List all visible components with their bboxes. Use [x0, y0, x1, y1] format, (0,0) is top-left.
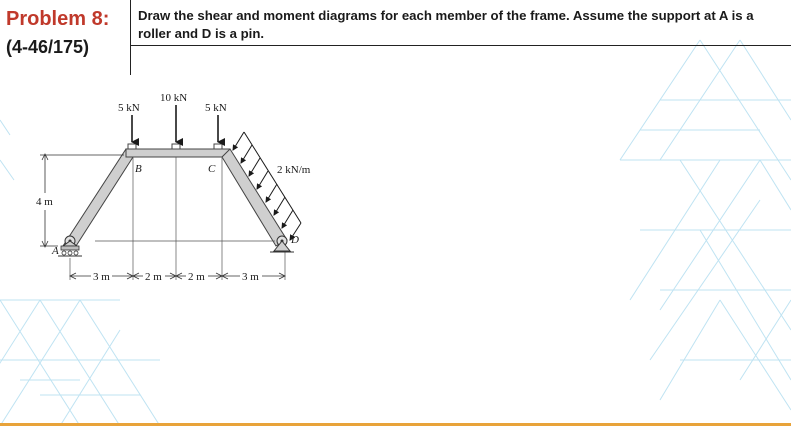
dimension-seg-1: 3 m	[93, 271, 110, 283]
dimension-seg-2: 2 m	[145, 271, 162, 283]
member-bc	[126, 149, 230, 157]
load-label-left: 5 kN	[118, 102, 140, 114]
load-label-center: 10 kN	[160, 92, 188, 104]
dimension-seg-3: 2 m	[188, 271, 205, 283]
problem-reference: (4-46/175)	[6, 37, 90, 57]
point-label-d: D	[291, 234, 299, 246]
problem-title: Problem 8:	[6, 8, 110, 30]
distributed-load-label: 2 kN/m	[277, 164, 311, 176]
load-label-right: 5 kN	[205, 102, 227, 114]
load-pad-right	[214, 144, 222, 149]
dimension-height: 4 m	[36, 196, 53, 208]
dimension-seg-4: 3 m	[242, 271, 259, 283]
point-label-c: C	[208, 163, 216, 175]
load-pad-left	[128, 144, 136, 149]
member-ab	[63, 149, 133, 246]
point-label-a: A	[52, 245, 59, 257]
problem-statement: Draw the shear and moment diagrams for each member of the frame. Assume the support at A is a roller and D is a pin.	[138, 8, 754, 41]
load-pad-center	[172, 144, 180, 149]
frame-members	[63, 149, 287, 246]
point-label-b: B	[135, 163, 142, 175]
